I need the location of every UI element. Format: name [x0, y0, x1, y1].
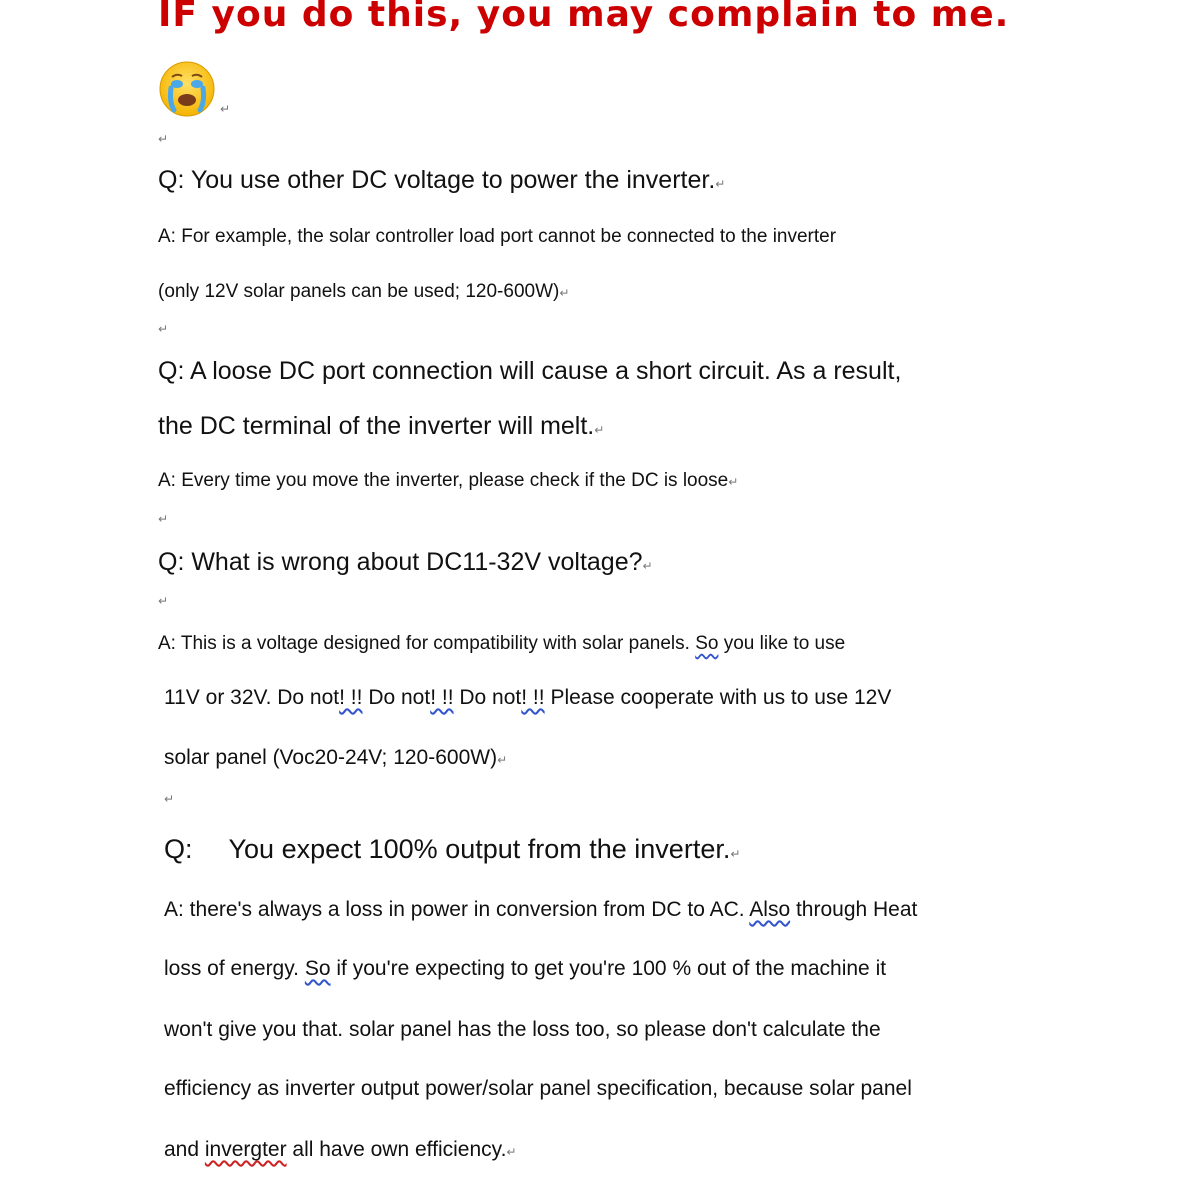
answer-3-line-2: 11V or 32V. Do not! !! Do not! !! Do not! !! Please cooperate with us to use 12V	[164, 686, 892, 709]
answer-4-line-4: efficiency as inverter output power/solar panel specification, because solar panel	[164, 1077, 912, 1100]
answer-1-line-2: (only 12V solar panels can be used; 120-600W)↵	[158, 281, 570, 302]
question-2-line-1: Q: A loose DC port connection will cause a short circuit. As a result,	[158, 357, 902, 385]
question-3: Q: What is wrong about DC11-32V voltage?↵	[158, 548, 653, 576]
answer-4-line-2: loss of energy. So if you're expecting to get you're 100 % out of the machine it	[164, 957, 887, 980]
question-2-line-2: the DC terminal of the inverter will melt.↵	[158, 412, 605, 440]
paragraph-mark: ↵	[220, 102, 231, 116]
crying-face-icon	[158, 60, 216, 118]
paragraph-mark: ↵	[158, 322, 169, 336]
paragraph-mark: ↵	[158, 132, 169, 146]
question-1: Q: You use other DC voltage to power the inverter.↵	[158, 166, 726, 194]
answer-1-line-1: A: For example, the solar controller load port cannot be connected to the inverter	[158, 226, 837, 247]
answer-4-line-1: A: there's always a loss in power in conversion from DC to AC. Also through Heat	[164, 898, 918, 921]
paragraph-mark: ↵	[164, 792, 175, 806]
paragraph-mark: ↵	[158, 512, 169, 526]
answer-3-line-1: A: This is a voltage designed for compatibility with solar panels. So you like to use	[158, 633, 846, 654]
answer-4-line-3: won't give you that. solar panel has the loss too, so please don't calculate the	[164, 1018, 881, 1041]
answer-4-line-5: and invergter all have own efficiency.↵	[164, 1138, 517, 1161]
answer-2: A: Every time you move the inverter, please check if the DC is loose↵	[158, 470, 739, 491]
page-title: IF you do this, you may complain to me.	[158, 0, 1010, 35]
question-4: Q: You expect 100% output from the inverter.↵	[164, 834, 741, 864]
answer-3-line-3: solar panel (Voc20-24V; 120-600W)↵	[164, 746, 508, 769]
paragraph-mark: ↵	[158, 594, 169, 608]
